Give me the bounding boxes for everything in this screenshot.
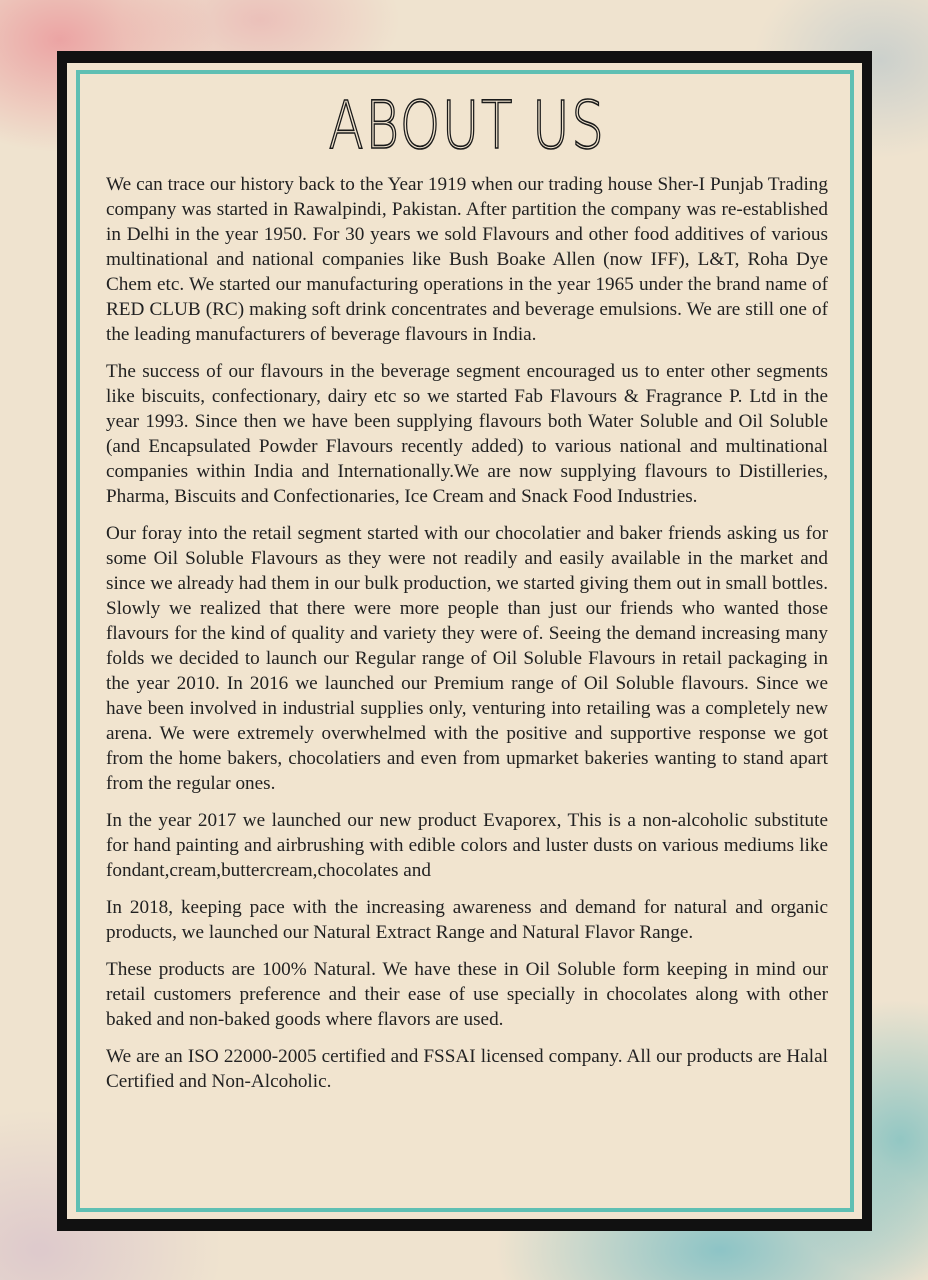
paragraph-history: We can trace our history back to the Year 1919 when our trading house Sher-I Punjab Trading company was started in Rawalpindi, Pakistan. After partition the company was re-established in Delhi in the year 1950. For 30 years we sold Flavours and other food additives of various multinational and national companies like Bush Boake Allen (now IFF), L&T, Roha Dye Chem etc. We started our manufacturing operations in the year 1965 under the brand name of RED CLUB (RC) making soft drink concentrates and beverage emulsions. We are still one of the leading manufacturers of beverage flavours in India. bbox=[106, 174, 828, 345]
about-content bbox=[106, 86, 828, 1196]
paragraph-natural-range: In 2018, keeping pace with the increasing awareness and demand for natural and organic products, we launched our Natural Extract Range and Natural Flavor Range. bbox=[106, 897, 828, 943]
paragraph-certification: We are an ISO 22000-2005 certified and FSSAI licensed company. All our products are Halal Certified and Non-Alcoholic. bbox=[106, 1046, 828, 1092]
page-title: ABOUT US bbox=[328, 87, 606, 164]
paragraph-retail-foray: Our foray into the retail segment started with our chocolatier and baker friends asking us for some Oil Soluble Flavours as they were not readily and easily available in the market and since we already had them in our bulk production, we started giving them out in small bottles. Slowly we realized that there were more people than just our friends who wanted those flavours for the kind of quality and variety they were of. Seeing the demand increasing many folds we decided to launch our Regular range of Oil Soluble Flavours in retail packaging in the year 2010. In 2016 we launched our Premium range of Oil Soluble flavours. Since we have been involved in industrial supplies only, venturing into retailing was a completely new arena. We were extremely overwhelmed with the positive and supportive response we got from the home bakers, chocolatiers and even from upmarket bakeries wanting to stand apart from the regular ones. bbox=[106, 523, 828, 794]
paragraph-evaporex: In the year 2017 we launched our new product Evaporex, This is a non-alcoholic substitute for hand painting and airbrushing with edible colors and luster dusts on various mediums like fondant,cream,buttercream,chocolates and bbox=[106, 810, 828, 881]
paragraph-natural-products: These products are 100% Natural. We have these in Oil Soluble form keeping in mind our retail customers preference and their ease of use specially in chocolates along with other baked and non-baked goods where flavors are used. bbox=[106, 959, 828, 1030]
paragraph-beverage-success: The success of our flavours in the beverage segment encouraged us to enter other segments like biscuits, confectionary, dairy etc so we started Fab Flavours & Fragrance P. Ltd in the year 1993. Since then we have been supplying flavours both Water Soluble and Oil Soluble (and Encapsulated Powder Flavours recently added) to various national and multinational companies within India and Internationally.We are now supplying flavours to Distilleries, Pharma, Biscuits and Confectionaries, Ice Cream and Snack Food Industries. bbox=[106, 361, 828, 507]
